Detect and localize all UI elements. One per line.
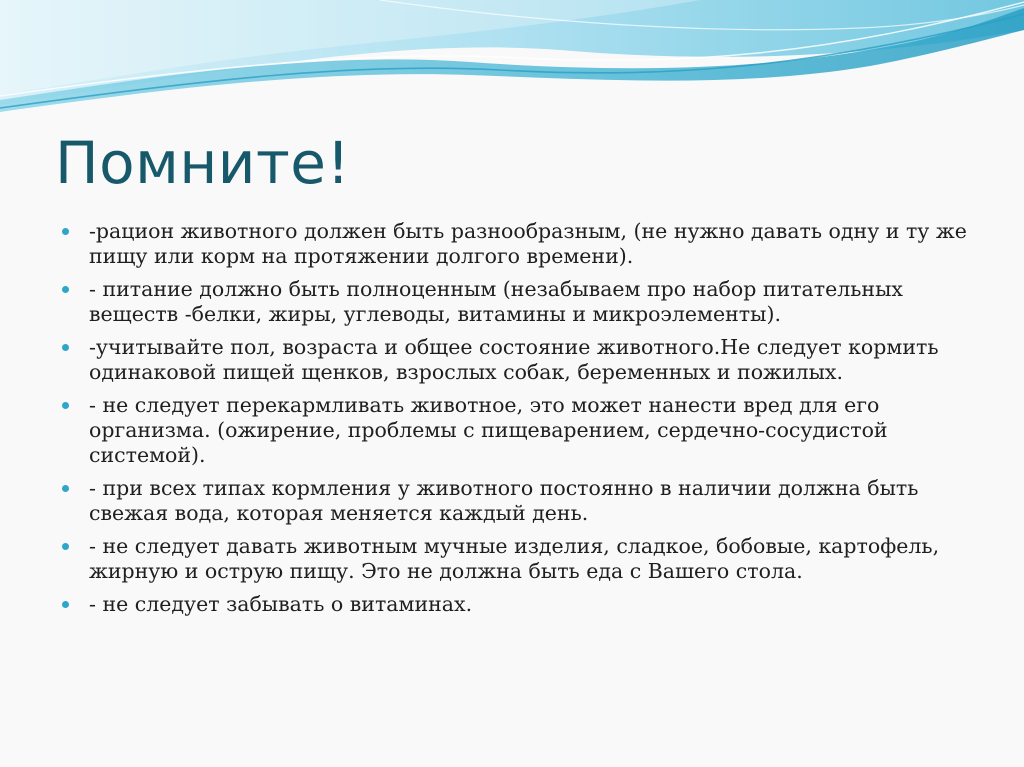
- list-item: [62, 219, 982, 269]
- bullet-icon: [62, 228, 69, 235]
- bullet-icon: [62, 344, 69, 351]
- bullet-icon: [62, 485, 69, 492]
- bullet-text: - питание должно быть полноценным (незабываем про набор питательных веществ -белки, жиры, углеводы, витамины и микроэлементы).: [89, 277, 903, 326]
- list-item: [62, 393, 982, 468]
- bullet-text: -учитывайте пол, возраста и общее состояние животного.Не следует кормить одинаковой пищей щенков, взрослых собак, беременных и пожилых.: [89, 335, 939, 384]
- bullet-text: - не следует забывать о витаминах.: [89, 592, 473, 616]
- list-item: [62, 277, 982, 327]
- list-item: [62, 534, 982, 584]
- bullet-text: - не следует перекармливать животное, это может нанести вред для его организма. (ожирение, проблемы с пищеварением, сердечно-сосудистой системой).: [89, 393, 888, 467]
- bullet-list: [62, 219, 982, 625]
- bullet-icon: [62, 601, 69, 608]
- bullet-text: - не следует давать животным мучные изделия, сладкое, бобовые, картофель, жирную и острую пищу. Это не должна быть еда с Вашего стола.: [89, 534, 940, 583]
- header-wave-decoration: [0, 0, 1024, 130]
- bullet-icon: [62, 286, 69, 293]
- list-item: [62, 476, 982, 526]
- bullet-icon: [62, 543, 69, 550]
- bullet-icon: [62, 402, 69, 409]
- list-item: [62, 592, 982, 617]
- slide-title: Помните!: [55, 129, 351, 197]
- bullet-text: -рацион животного должен быть разнообразным, (не нужно давать одну и ту же пищу или корм на протяжении долгого времени).: [89, 219, 967, 268]
- list-item: [62, 335, 982, 385]
- bullet-text: - при всех типах кормления у животного постоянно в наличии должна быть свежая вода, которая меняется каждый день.: [89, 476, 919, 525]
